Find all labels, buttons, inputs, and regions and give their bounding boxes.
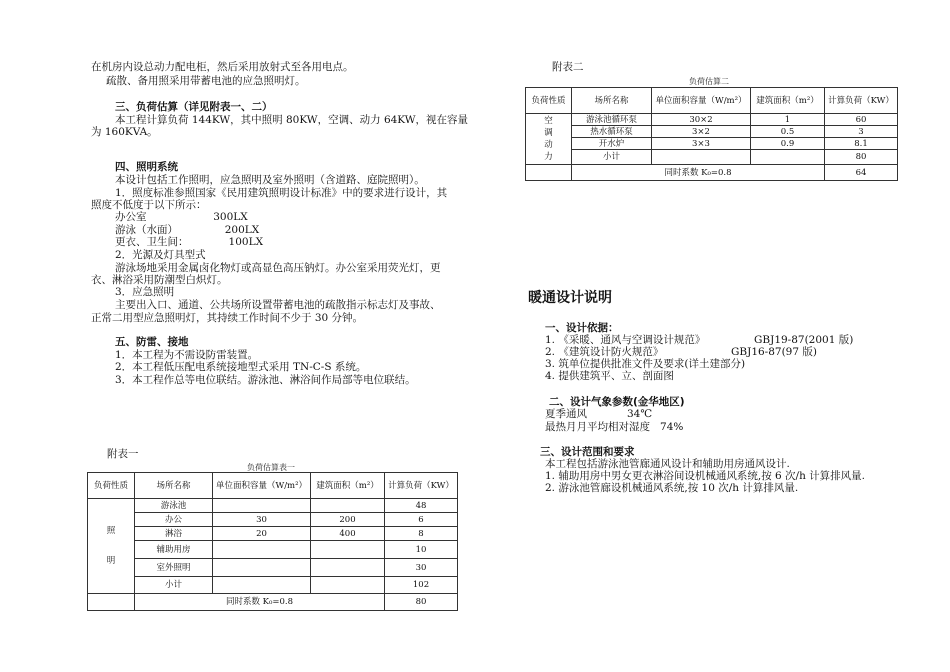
table-cell: 1 [751,114,825,126]
table-cell: 60 [825,114,898,126]
table-cell: 48 [385,499,458,513]
text-line: 主要出入口、通道、公共场所设置带蓄电池的疏散指示标志灯及事故、 [115,299,441,311]
table-cell [213,577,311,594]
text-line: 夏季通风 [545,408,587,420]
table-cell: 3 [825,126,898,138]
illuminance-row: 游泳（水面） 200LX [115,224,260,236]
text-line: 在机房内设总动力配电柜，然后采用放射式至各用电点。 [91,61,354,73]
illuminance-row: 更衣、卫生间： 100LX [115,236,264,248]
table-cell: 6 [385,513,458,527]
table-cell: 30 [213,513,311,527]
section-title: 四、照明系统 [115,161,178,173]
section-title: 三、负荷估算（详见附表一、二） [115,101,273,113]
text-line: 3. 筑单位提供批准文件及要求(详土建部分) [545,358,746,370]
table-cell: 400 [311,527,385,541]
text-line: 2．本工程低压配电系统接地型式采用 TN-C-S 系统。 [115,361,367,373]
text-line: 3．本工程作总等电位联结。游泳池、淋浴间作局部等电位联结。 [115,374,416,386]
table-label: 附表一 [107,448,139,460]
table-cell: 淋浴 [135,527,213,541]
table-caption: 负荷估算表一 [247,463,295,472]
section-title: 三、设计范围和要求 [540,446,635,458]
text-line: 2. 游泳池管廊设机械通风系统,按 10 次/h 计算排风量. [545,482,799,494]
header-cell: 单位面积容量（W/m²） [213,473,311,499]
table-cell: 游泳池循环泵 [572,114,652,126]
table-cell [751,150,825,165]
table-cell [311,577,385,594]
table-cell: 辅助用房 [135,541,213,559]
load-table-2 [525,87,898,181]
table-cell: 小计 [572,150,652,165]
footer-cell: 同时系数 K₀=0.8 [572,165,825,181]
header-cell: 计算负荷（KW） [385,473,458,499]
text-line: 为 160KVA。 [91,126,158,138]
text-line: 游泳场地采用金属卤化物灯或高显色高压钠灯。办公室采用荧光灯，更 [115,262,441,274]
table-cell [311,559,385,577]
table-cell: 200 [311,513,385,527]
illuminance-row: 办公室 300LX [115,211,248,223]
text-line: 2. 《建筑设计防火规范》 [545,346,664,358]
table-cell: 30×2 [652,114,751,126]
table-cell: 开水炉 [572,138,652,150]
header-cell: 建筑面积（m²） [311,473,385,499]
table-cell [652,150,751,165]
table-cell: 10 [385,541,458,559]
footer-cell: 80 [385,594,458,611]
text-line: 最热月月平均相对湿度 74% [545,421,684,433]
header-cell: 单位面积容量（W/m²） [652,88,751,114]
section-title: 一、设计依据： [545,322,619,334]
standard-code: GBJ16-87(97 版) [731,346,817,358]
table-cell [213,541,311,559]
table-cell: 室外照明 [135,559,213,577]
table-cell [88,594,135,611]
header-cell: 建筑面积（m²） [751,88,825,114]
text-line: 34℃ [627,408,653,420]
standard-code: GBJ19-87(2001 版) [754,334,854,346]
page-title: 暖通设计说明 [528,290,612,306]
text-line: 1．照度标准参照国家《民用建筑照明设计标准》中的要求进行设计，其 [115,187,448,199]
text-line: 本工程计算负荷 144KW，其中照明 80KW，空调、动力 64KW，视在容量 [115,114,469,126]
text-line: 本工程包括游泳池管廊通风设计和辅助用房通风设计. [545,458,790,470]
table-label: 附表二 [552,61,584,73]
table-cell [311,541,385,559]
text-line: 疏散、备用照采用带蓄电池的应急照明灯。 [106,75,306,87]
table-cell: 办公 [135,513,213,527]
text-line: 1. 《采暖、通风与空调设计规范》 [545,334,706,346]
table-cell [213,499,311,513]
text-line: 2．光源及灯具型式 [115,249,206,261]
table-cell: 8 [385,527,458,541]
text-line: 4. 提供建筑平、立、剖面图 [545,370,674,382]
text-line: 本设计包括工作照明，应急照明及室外照明（含道路、庭院照明）。 [115,174,425,186]
text-line: 正常二用型应急照明灯，其持续工作时间不少于 30 分钟。 [91,312,364,324]
table-cell [526,165,572,181]
text-line: 3．应急照明 [115,286,175,298]
section-title: 五、防雷、接地 [115,336,189,348]
table-cell [311,499,385,513]
header-cell: 负荷性质 [88,473,135,499]
text-line: 1．本工程为不需设防雷装置。 [115,349,259,361]
table-cell: 游泳池 [135,499,213,513]
table-cell: 30 [385,559,458,577]
header-cell: 场所名称 [572,88,652,114]
table-cell: 0.9 [751,138,825,150]
footer-cell: 64 [825,165,898,181]
table-cell: 3×2 [652,126,751,138]
table-cell: 102 [385,577,458,594]
table-caption: 负荷估算二 [689,77,729,86]
text-line: 衣、淋浴采用防潮型白炽灯。 [91,274,228,286]
section-title: 二、设计气象参数(金华地区) [549,396,685,408]
header-cell: 计算负荷（KW） [825,88,898,114]
load-table-1 [87,472,458,611]
text-line: 照度不低度于以下所示： [91,199,207,211]
header-cell: 负荷性质 [526,88,572,114]
group-cell: 照 明 [88,499,135,594]
table-cell: 80 [825,150,898,165]
table-cell: 20 [213,527,311,541]
table-cell: 3×3 [652,138,751,150]
group-cell: 空 调 动 力 [526,114,572,165]
footer-cell: 同时系数 K₀=0.8 [135,594,385,611]
text-line: 1. 辅助用房中男女更衣淋浴间设机械通风系统,按 6 次/h 计算排风量. [545,470,866,482]
table-cell: 小计 [135,577,213,594]
table-cell: 0.5 [751,126,825,138]
table-cell: 8.1 [825,138,898,150]
table-cell: 热水循环泵 [572,126,652,138]
table-cell [213,559,311,577]
header-cell: 场所名称 [135,473,213,499]
